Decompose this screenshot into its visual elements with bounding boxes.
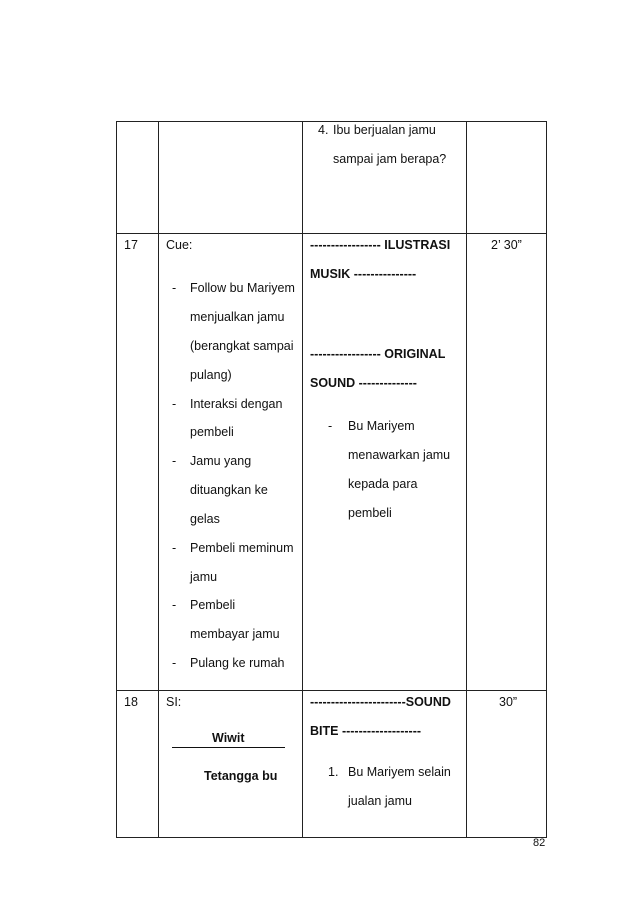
soundbite-item-line2: jualan jamu	[348, 794, 412, 808]
audio-item-line4: pembeli	[348, 506, 392, 520]
list-dash: -	[172, 454, 177, 468]
table-top-border	[116, 121, 547, 122]
row17-cue: Cue:	[166, 238, 193, 252]
visual-item-5-line2: membayar jamu	[190, 627, 280, 641]
col-border-left	[116, 121, 117, 838]
col-border-right	[546, 121, 547, 838]
row18-number: 18	[124, 695, 138, 709]
row-divider-18	[116, 690, 547, 691]
list-dash: -	[172, 656, 177, 670]
list-dash: -	[328, 419, 333, 433]
visual-item-3-line1: Jamu yang	[190, 454, 252, 468]
audio-item-line1: Bu Mariyem	[348, 419, 415, 433]
list-dash: -	[172, 397, 177, 411]
col-border-3	[466, 121, 467, 838]
audio-heading-musik: MUSIK ---------------	[310, 267, 417, 281]
audio-item-line3: kepada para	[348, 477, 418, 491]
audio-heading-original: ----------------- ORIGINAL	[310, 347, 446, 361]
visual-item-6-line1: Pulang ke rumah	[190, 656, 285, 670]
visual-item-3-line2: dituangkan ke	[190, 483, 268, 497]
visual-item-2-line2: pembeli	[190, 425, 234, 439]
prev-item-line2: sampai jam berapa?	[333, 152, 447, 166]
visual-item-4-line1: Pembeli meminum	[190, 541, 294, 555]
list-dash: -	[172, 281, 177, 295]
page-number: 82	[533, 837, 546, 849]
col-border-2	[302, 121, 303, 838]
speaker-role: Tetangga bu	[204, 769, 278, 783]
row17-number: 17	[124, 238, 138, 252]
row17-duration: 2’ 30”	[491, 238, 522, 252]
list-dash: -	[172, 541, 177, 555]
visual-item-1-line1: Follow bu Mariyem	[190, 281, 295, 295]
row-divider-17	[116, 233, 547, 234]
row18-duration: 30”	[499, 695, 518, 709]
col-border-1	[158, 121, 159, 838]
prev-item-number: 4.	[318, 123, 329, 137]
visual-item-3-line3: gelas	[190, 512, 220, 526]
visual-item-1-line4: pulang)	[190, 368, 232, 382]
list-dash: -	[172, 598, 177, 612]
visual-item-1-line3: (berangkat sampai	[190, 339, 294, 353]
visual-item-2-line1: Interaksi dengan	[190, 397, 283, 411]
audio-heading-ilustrasi: ----------------- ILUSTRASI	[310, 238, 451, 252]
soundbite-item-line1: Bu Mariyem selain	[348, 765, 451, 779]
audio-heading-bite: BITE -------------------	[310, 724, 422, 738]
audio-item-line2: menawarkan jamu	[348, 448, 451, 462]
visual-item-1-line2: menjualkan jamu	[190, 310, 285, 324]
soundbite-item-number: 1.	[328, 765, 339, 779]
visual-item-4-line2: jamu	[190, 570, 218, 584]
speaker-name-underline	[172, 747, 285, 748]
prev-item-line1: Ibu berjualan jamu	[333, 123, 436, 137]
visual-item-5-line1: Pembeli	[190, 598, 236, 612]
table-bottom-border	[116, 837, 547, 838]
speaker-name: Wiwit	[212, 731, 245, 745]
row18-si: SI:	[166, 695, 182, 709]
audio-heading-sound: SOUND --------------	[310, 376, 417, 390]
audio-heading-sound-bite: -----------------------SOUND	[310, 695, 451, 709]
